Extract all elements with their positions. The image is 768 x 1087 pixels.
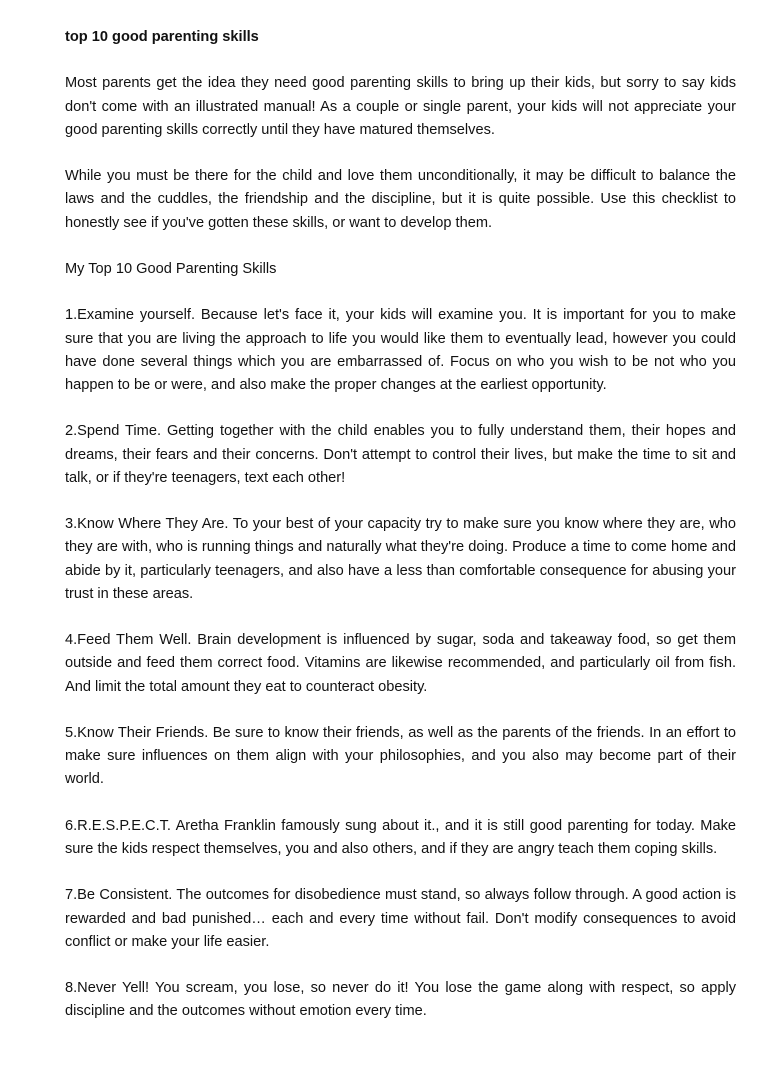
intro-paragraph: Most parents get the idea they need good parenting skills to bring up their kids, but sorry to say kids don't come with an illustrated manual! As a couple or single parent, your kids will not appreciate your good parenting skills correctly until they have matured themselves. bbox=[65, 75, 736, 138]
list-item: 3.Know Where They Are. To your best of your capacity try to make sure you know where they are, who they are with, who is running things and naturally what they're doing. Produce a time to come home and abide by it, particularly teenagers, and also have a less than comfortable consequence for abusing your trust in these areas. bbox=[65, 516, 736, 602]
list-item: 6.R.E.S.P.E.C.T. Aretha Franklin famously sung about it., and it is still good parenting for today. Make sure the kids respect themselves, you and also others, and if they are angry teach them coping skills. bbox=[65, 817, 736, 857]
list-item: 1.Examine yourself. Because let's face it, your kids will examine you. It is important for you to make sure that you are living the approach to life you would like them to eventually lead, however you could have done several things which you are embarrassed of. Focus on who you wish to be not who you happen to be or were, and also make the proper changes at the earliest opportunity. bbox=[65, 307, 736, 393]
document-title: top 10 good parenting skills bbox=[65, 29, 259, 45]
document-page bbox=[65, 26, 736, 1047]
list-heading: My Top 10 Good Parenting Skills bbox=[65, 260, 277, 277]
intro-paragraph: While you must be there for the child and love them unconditionally, it may be difficult to balance the laws and the cuddles, the friendship and the discipline, but it is quite possible. Use this checklist to honestly see if you've gotten these skills, or want to develop them. bbox=[65, 168, 736, 231]
list-item: 5.Know Their Friends. Be sure to know their friends, as well as the parents of the friends. In an effort to make sure influences on them align with your philosophies, and you also may become part of their world. bbox=[65, 724, 736, 788]
list-item: 7.Be Consistent. The outcomes for disobedience must stand, so always follow through. A good action is rewarded and bad punished… each and every time without fail. Don't modify consequences to avoid conflict or make your life easier. bbox=[65, 887, 736, 950]
list-item: 8.Never Yell! You scream, you lose, so never do it! You lose the game along with respect, so apply discipline and the outcomes without emotion every time. bbox=[65, 980, 736, 1020]
list-item: 2.Spend Time. Getting together with the child enables you to fully understand them, their hopes and dreams, their fears and their concerns. Don't attempt to control their lives, but make the time to sit and talk, or if they're teenagers, text each other! bbox=[65, 423, 736, 486]
list-item: 4.Feed Them Well. Brain development is influenced by sugar, soda and takeaway food, so get them outside and feed them correct food. Vitamins are likewise recommended, and particularly oil from fish. And limit the total amount they eat to counteract obesity. bbox=[65, 632, 736, 695]
